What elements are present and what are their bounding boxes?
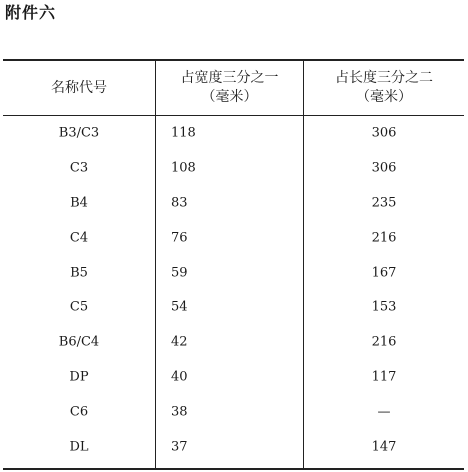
cell-width: 59 — [171, 265, 188, 281]
header-code-label: 名称代号 — [51, 79, 107, 96]
cell-width: 76 — [171, 230, 188, 246]
cell-width: 83 — [171, 195, 188, 211]
cell-width: 108 — [171, 160, 196, 176]
table-row — [3, 429, 464, 464]
cell-width: 42 — [171, 334, 188, 350]
header-width-line2: （毫米） — [201, 89, 258, 105]
cell-code: C3 — [69, 160, 89, 176]
cell-length: — — [377, 404, 391, 420]
cell-length: 147 — [371, 439, 397, 455]
header-length-line1: 占长度三分之二 — [335, 70, 433, 86]
cell-length: 235 — [371, 195, 397, 211]
cell-code: DP — [69, 369, 89, 385]
cell-length: 306 — [371, 160, 397, 176]
cell-length: 153 — [371, 299, 397, 315]
table-row — [3, 394, 464, 429]
size-table — [3, 59, 464, 470]
table-row — [3, 151, 464, 186]
cell-length: 216 — [371, 230, 397, 246]
header-length-line2: （毫米） — [356, 89, 412, 105]
header-width — [156, 61, 303, 115]
cell-code: C6 — [69, 404, 89, 420]
page-title: 附件六 — [5, 3, 57, 22]
cell-length: 167 — [371, 265, 397, 281]
cell-width: 37 — [171, 439, 188, 455]
table-row — [3, 290, 464, 325]
table-body — [3, 116, 464, 464]
cell-code: B5 — [70, 265, 88, 281]
table-row — [3, 186, 464, 221]
cell-code: C4 — [69, 230, 89, 246]
header-width-line1: 占宽度三分之一 — [180, 70, 279, 86]
cell-code: B6/C4 — [58, 334, 100, 350]
cell-width: 118 — [171, 125, 196, 141]
table-row — [3, 325, 464, 360]
cell-length: 117 — [371, 369, 397, 385]
cell-width: 38 — [171, 404, 188, 420]
table-row — [3, 360, 464, 395]
cell-code: B4 — [70, 195, 88, 211]
header-length — [304, 61, 464, 115]
header-code — [3, 61, 155, 115]
cell-width: 40 — [171, 369, 188, 385]
cell-length: 216 — [371, 334, 397, 350]
cell-code: DL — [69, 439, 89, 455]
cell-code: C5 — [69, 299, 89, 315]
cell-width: 54 — [171, 299, 188, 315]
cell-code: B3/C3 — [58, 125, 100, 141]
table-row — [3, 220, 464, 255]
table-row — [3, 116, 464, 151]
table-row — [3, 255, 464, 290]
cell-length: 306 — [371, 125, 397, 141]
